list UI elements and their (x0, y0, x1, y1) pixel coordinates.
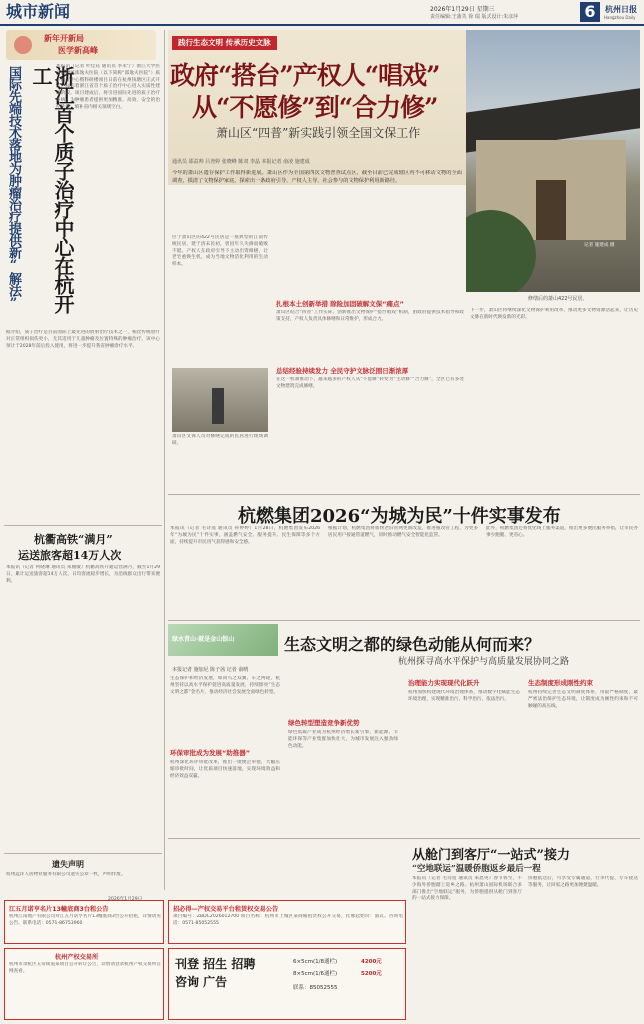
proton-center-subhead: 国际先端技术落地为肿瘤治疗提供新“解法” (6, 66, 21, 310)
masthead-rule (0, 24, 644, 26)
eco-byline: 本报记者 施加尼 陈子茜 记者 俞晴 (172, 667, 249, 673)
byline: 通讯员 邵益帅 吕尧婷 张晓峰 陈双 李晶 本报记者 俞凌 施建成 (172, 159, 310, 165)
page-number-box (580, 2, 600, 22)
ad3-text: 杭州市余杭区五常街道某项目公开转让公告，详情请登录杭州产权交易所官网查看。 (9, 962, 161, 974)
bottom-article (412, 842, 640, 1022)
divider-eco (168, 620, 640, 621)
heritage-house-photo (466, 30, 640, 292)
paper-name: 杭州日报 (605, 4, 637, 14)
banner-bottom-text: 医学新高峰 (58, 46, 98, 55)
small-survey-photo (172, 368, 268, 432)
ad3-title: 杭州产权交易所 (55, 954, 99, 961)
eco-text-d: 杭州加快构建现代环境治理体系，推动数字化赋能生态环境治理，实现精准治污、科学治污、依法治污。 (408, 690, 520, 702)
ad1-title: 江五月诺亨名片13幢底商3台租公告 (9, 906, 109, 913)
bottom-headline: 从舱门到客厅“一站式”接力 (412, 848, 570, 863)
eco-banner-label: 绿水青山·就是金山银山 (172, 636, 235, 643)
left-divider-1 (4, 525, 162, 526)
left-column (4, 30, 162, 1022)
gas-headline: 杭燃集团2026“为城为民”十件实事发布 (238, 506, 561, 527)
proton-center-body: 本报讯（记者 叶佳钰 通讯员 李永宁）浙江大学医学院附属邵逸夫医院（以下简称“邵逸夫医院”）质子治疗中心暨科研楼项目日前在杭州钱塘区正式开工，标志着浙江省首个质子治疗中心进入实质性建设阶段。项目建成后，将引进国际先进的质子治疗系统，为肿瘤患者提供更加精准、高效、安全的治疗选择，填补省内相关领域空白。 (56, 64, 160, 110)
section-head-1: 扎根本土创新举措 除险加固破解文保“痛点” (276, 300, 404, 308)
article-tag (172, 36, 277, 50)
small-photo-figure (212, 388, 224, 424)
ad4-rate2-label: 8×5cm(1/6通栏) (293, 971, 338, 977)
photo-caption: 修缮后的萧山422号民居。 (528, 296, 588, 302)
ad2-title: 招必得—产权交易平台租赁权交易公告 (173, 906, 279, 913)
eco-text-a: 生态保护和经济发展，如同鸟之双翼、车之两轮。杭州坚持以高水平保护促进高质量发展，持续擦亮“生态文明之都”金名片，推动经济社会发展全面绿色转型。 (170, 676, 280, 695)
ad-classified-rates (168, 948, 406, 1020)
notice-title: 遗失声明 (52, 860, 84, 869)
col-text-a: 位于萧山区的422号民居是一座典型的江南传统民居，建于清末民初，曾因年久失修而破败不堪。产权人在政府引导下主动出资修缮，让老宅重焕生机，成为当地文物活化利用的生动样本。 (172, 235, 268, 268)
small-photo-caption: 萧山区文保人员对修缮完成的民居进行现场调研。 (172, 434, 268, 446)
door-shape (536, 180, 566, 240)
article-tag-text: 践行生态文明 传承历史文脉 (178, 38, 271, 47)
divider-bottom (168, 838, 640, 839)
editors-line: 责任编辑:王蒲芙 徐 瑞 版式设计:朱彦萍 (430, 14, 519, 20)
main-article (168, 30, 640, 490)
eco-section-2: 绿色转型塑造竞争新优势 (288, 719, 360, 727)
main-subhead: 萧山区“四普”新实践引领全国文保工作 (216, 126, 421, 140)
eco-section-1: 环保审批成为发展“助推器” (170, 749, 251, 757)
main-headline-1: 政府“搭台”产权人“唱戏” (170, 61, 440, 90)
eco-headline: 生态文明之都的绿色动能从何而来？ (284, 635, 541, 654)
eco-banner (168, 624, 278, 656)
ad4-rate1: 4200元 (361, 959, 382, 965)
eco-section-4: 生态制度形成刚性约束 (528, 679, 593, 687)
paper-name-en: Hangzhou Daily (604, 15, 636, 20)
section-title: 城市新闻 (6, 2, 71, 21)
section-head-2: 总结经验持续发力 全民守护文脉泛围日渐浓厚 (276, 367, 409, 375)
col-text-c: 在这一机制推动下，越来越多的产权人从“不愿修”转变为“主动修”“合力修”，全区已有多处文物建筑完成修缮。 (276, 377, 464, 389)
ad4-line2: 咨询 广告 (175, 975, 228, 989)
ad4-phone: 联系：85052555 (293, 985, 338, 991)
ad2-text: 项目编号：ZBDC2026012700 项目名称：杭州市上城区某商铺租赁权公开交易，挂牌起始价：面议。咨询电话：0571-85052555 (173, 914, 403, 926)
eco-text-b: 杭州深化环评审批改革，推出一批便企举措，大幅压缩审批时间，让优质项目快速落地，实现环境效益和经济效益双赢。 (170, 760, 280, 779)
left-divider-2 (4, 853, 162, 854)
eco-section-3: 治理能力实现现代化跃升 (408, 679, 480, 687)
date-line: 2026年1月29日 星期三 (430, 6, 495, 13)
ad4-line1: 刊登 招生 招聘 (175, 957, 256, 971)
ad4-rate1-label: 6×5cm(1/8通栏) (293, 959, 338, 965)
bottom-text-b: 侨胞抵达后，可享受专属通道、行李代提、专车接送等服务，让回家之路更加便捷温暖。 (528, 876, 638, 888)
ad-property-exchange (168, 900, 406, 944)
bottom-text-a: 本报讯（记者 毛诗遥 通讯员 朱恩英）春节将至，不少海外侨胞踏上返乡之路。杭州萧山国际机场联合多部门推出“空地联运”服务，为侨胞提供从舱门到客厅的一站式接力保障。 (412, 876, 522, 902)
new-year-banner (6, 30, 156, 60)
col-text-b: 萧山区结合“四普”工作实际，创新推出文物保护“搭台唱戏”机制，由政府提供技术指导和政策支持，产权人负责具体修缮和日常维护，形成合力。 (276, 310, 464, 322)
ad-exchange-office (4, 948, 164, 1020)
gas-article (168, 498, 640, 618)
eco-text-e: 杭州持续完善生态文明制度体系，用最严格制度、最严密法治保护生态环境，让制度成为刚性约束和不可触碰的高压线。 (528, 690, 638, 709)
ad-rental-notice (4, 900, 164, 944)
divider-main (168, 494, 640, 495)
eco-text-c: 绿色低碳产业成为杭州经济增长新引擎，新能源、节能环保等产业集群加快壮大，为城市发展注入强劲绿色动能。 (288, 730, 398, 749)
proton-center-headline: 浙江首个质子治疗中心在杭开工 (29, 66, 75, 313)
banner-ornament-icon (14, 36, 32, 54)
bottom-headline-2: “空地联运”温暖侨胞返乡最后一程 (412, 864, 541, 874)
gas-text-c: 此外，杭燃集团还将优化线上服务渠道，推出更多便民服务举措，让市民办事少跑腿、更省心。 (486, 526, 638, 538)
tram-subhead: 运送旅客超14万人次 (18, 549, 122, 562)
masthead (0, 0, 644, 26)
tram-headline: 杭衢高铁“满月” (34, 533, 113, 546)
main-headline-2: 从“不愿修”到“合力修” (192, 93, 438, 122)
page-number: 6 (584, 2, 596, 21)
proton-center-body-2: 据介绍，质子治疗是目前国际上最先进的放射治疗技术之一，相比传统放疗对正常组织损伤更小，尤其适用于儿童肿瘤及位置特殊的肿瘤治疗。该中心预计于2028年前后投入使用，将进一步提升我省肿瘤诊疗水平。 (6, 330, 160, 349)
tram-body: 本报讯（记者 何晓琳 通讯员 朱丽敏）杭衢高铁开通运营满月，截至1月29日，累计运送旅客超14万人次，日均客流稳步增长，为沿线群众出行带来便利。 (6, 565, 160, 584)
photo-credit: 记者 施建成 摄 (584, 243, 615, 248)
lead-text: 今年的萧山区遗存保护工作取得新进展。萧山区作为全国第四次文物普查试点区，截至目前已完成辖区内不可移动文物的全面调查，摸清了文物保护家底，探索出一条政府引导、产权人主导、社会参与的文物保护利用新路径。 (172, 170, 462, 184)
gas-text-b: 根据计划，杭燃集团将加快老旧管网更新改造，推进瓶改管工程，为更多居民用户接通管道燃气，同时推动燃气安全智能化监管。 (328, 526, 478, 538)
ad4-rate2: 5200元 (361, 971, 382, 977)
banner-top-text: 新年开新局 (44, 34, 84, 43)
col-text-d: 下一步，萧山区将继续深化文物保护利用改革，推动更多文物资源活起来，让历史文脉在新时代焕发新的光彩。 (470, 308, 638, 320)
notice-body: 杭州远洋人居物业服务有限公司遗失公章一枚，声明作废。 (6, 872, 126, 877)
eco-article (168, 624, 640, 836)
ad1-text: 杭州江南地产有限公司对江五月诺亨名片13幢底商3台公开招租，详情请见公告。联系电话：0571-86753960 (9, 914, 161, 926)
eco-subhead: 杭州探寻高水平保护与高质量发展协同之路 (398, 657, 570, 667)
gas-text-a: 本报讯（记者 毛诗遥 通讯员 孙婷婷）1月28日，杭燃集团发布2026年“为城为民”十件实事，涵盖燃气安全、服务提升、民生保障等多个方面，持续提升市民用气获得感和安全感。 (170, 526, 320, 545)
column-divider-left (164, 30, 165, 890)
